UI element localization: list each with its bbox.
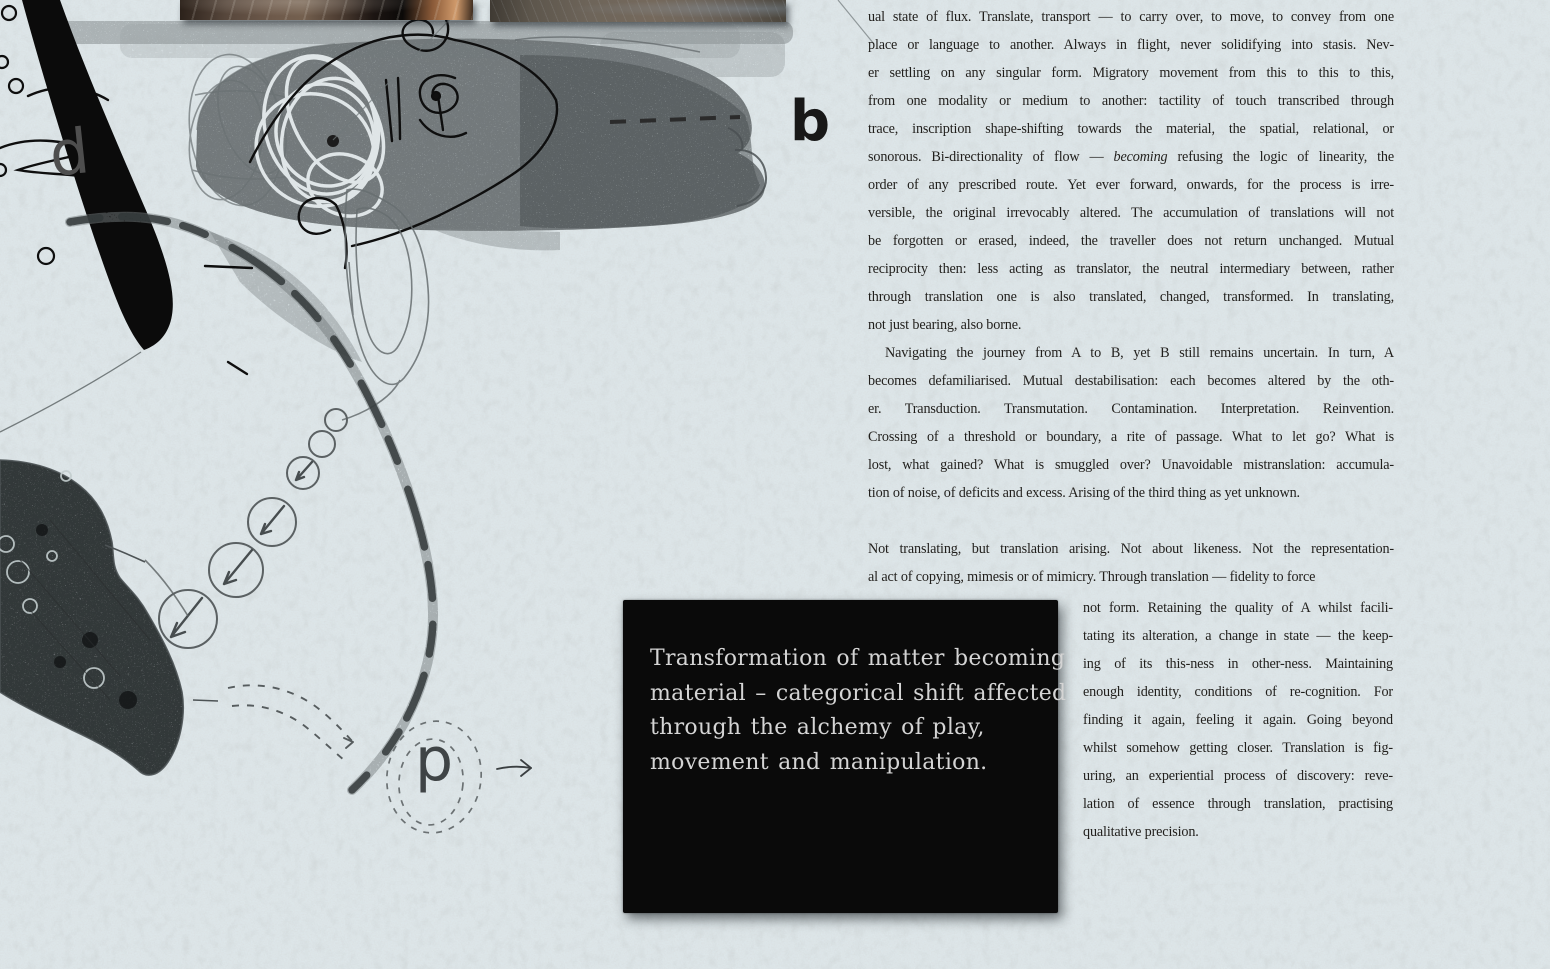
chain-circles [159, 409, 347, 648]
dashed-guide-curves [228, 685, 353, 760]
letter-p: p [415, 725, 454, 795]
letter-d: d [45, 114, 93, 191]
para-1: ual state of flux. Translate, transport — to carry over, to move, to convey from one place or language to another. Always in flight, never solidifying into stasis. Nev- er settling on any singular form. Migratory movement from this to this to this, from one modality or medium to another: tactility of touch transcribed through trace, inscription shape-shifting towards the material, the spatial, relational, or sonorous. Bi-directionality of flow — becoming refusing the logic of linearity, the order of any prescribed route. Yet ever forward, onwards, for the process is irre- versible, the original irrevocably altered. The accumulation of translations will not be forgotten or erased, indeed, the traveller does not return unchanged. Mutual reciprocity then: less acting as translator, the neutral intermediary between, rather through translation one is also translated, changed, transformed. In translating, not just bearing, also borne. [868, 9, 1394, 333]
scribble-center-dot [327, 135, 339, 147]
photo-left-streaks [180, 0, 473, 20]
letter-b: b [790, 89, 831, 154]
quote-frame [623, 600, 1067, 913]
quote-text: Transformation of matter becoming material – categorical shift affected through the alchemy of play, movement and manipulation. [650, 646, 1067, 775]
photo-fragment-right [490, 0, 786, 22]
para-2: Navigating the journey from A to B, yet B still remains uncertain. In turn, A becomes defamiliarised. Mutual destabilisation: each becomes altered by the oth- er. Transduction. Transmutation. Contamination. Interpretation. Reinvention. Crossing of a threshold or boundary, a rite of passage. What to let go? What is lost, what gained? What is smuggled over? Unavoidable mistranslation: accumula- tion of noise, of deficits and excess. Arising of the third thing as yet unknown. [868, 345, 1394, 501]
cocoon-sketch [196, 37, 766, 362]
pencil-line-from-tip [0, 352, 141, 432]
article-column-narrow [1083, 594, 1393, 846]
photo-fragment-left [180, 0, 473, 20]
para-3a: Not translating, but translation arising. Not about likeness. Not the representation- al act of copying, mimesis or of mimicry. Through translation — fidelity to force [868, 541, 1394, 585]
para-3b: not form. Retaining the quality of A whilst facili- tating its alteration, a change in state — the keep- ing of its this-ness in other-ness. Maintaining enough identity, conditions of re-cognition. For finding it again, feeling it again. Going beyond whilst somehow getting closer. Translation is fig- uring, an experiential process of discovery: reve- lation of essence through translation, practising qualitative precision. [1083, 600, 1393, 840]
sketch-arrows-down-left [171, 462, 312, 637]
arrow-right-icon [497, 760, 531, 776]
blob-to-chain-line [145, 560, 188, 616]
article-column [868, 3, 1394, 591]
photo-right-scratches [490, 0, 786, 22]
